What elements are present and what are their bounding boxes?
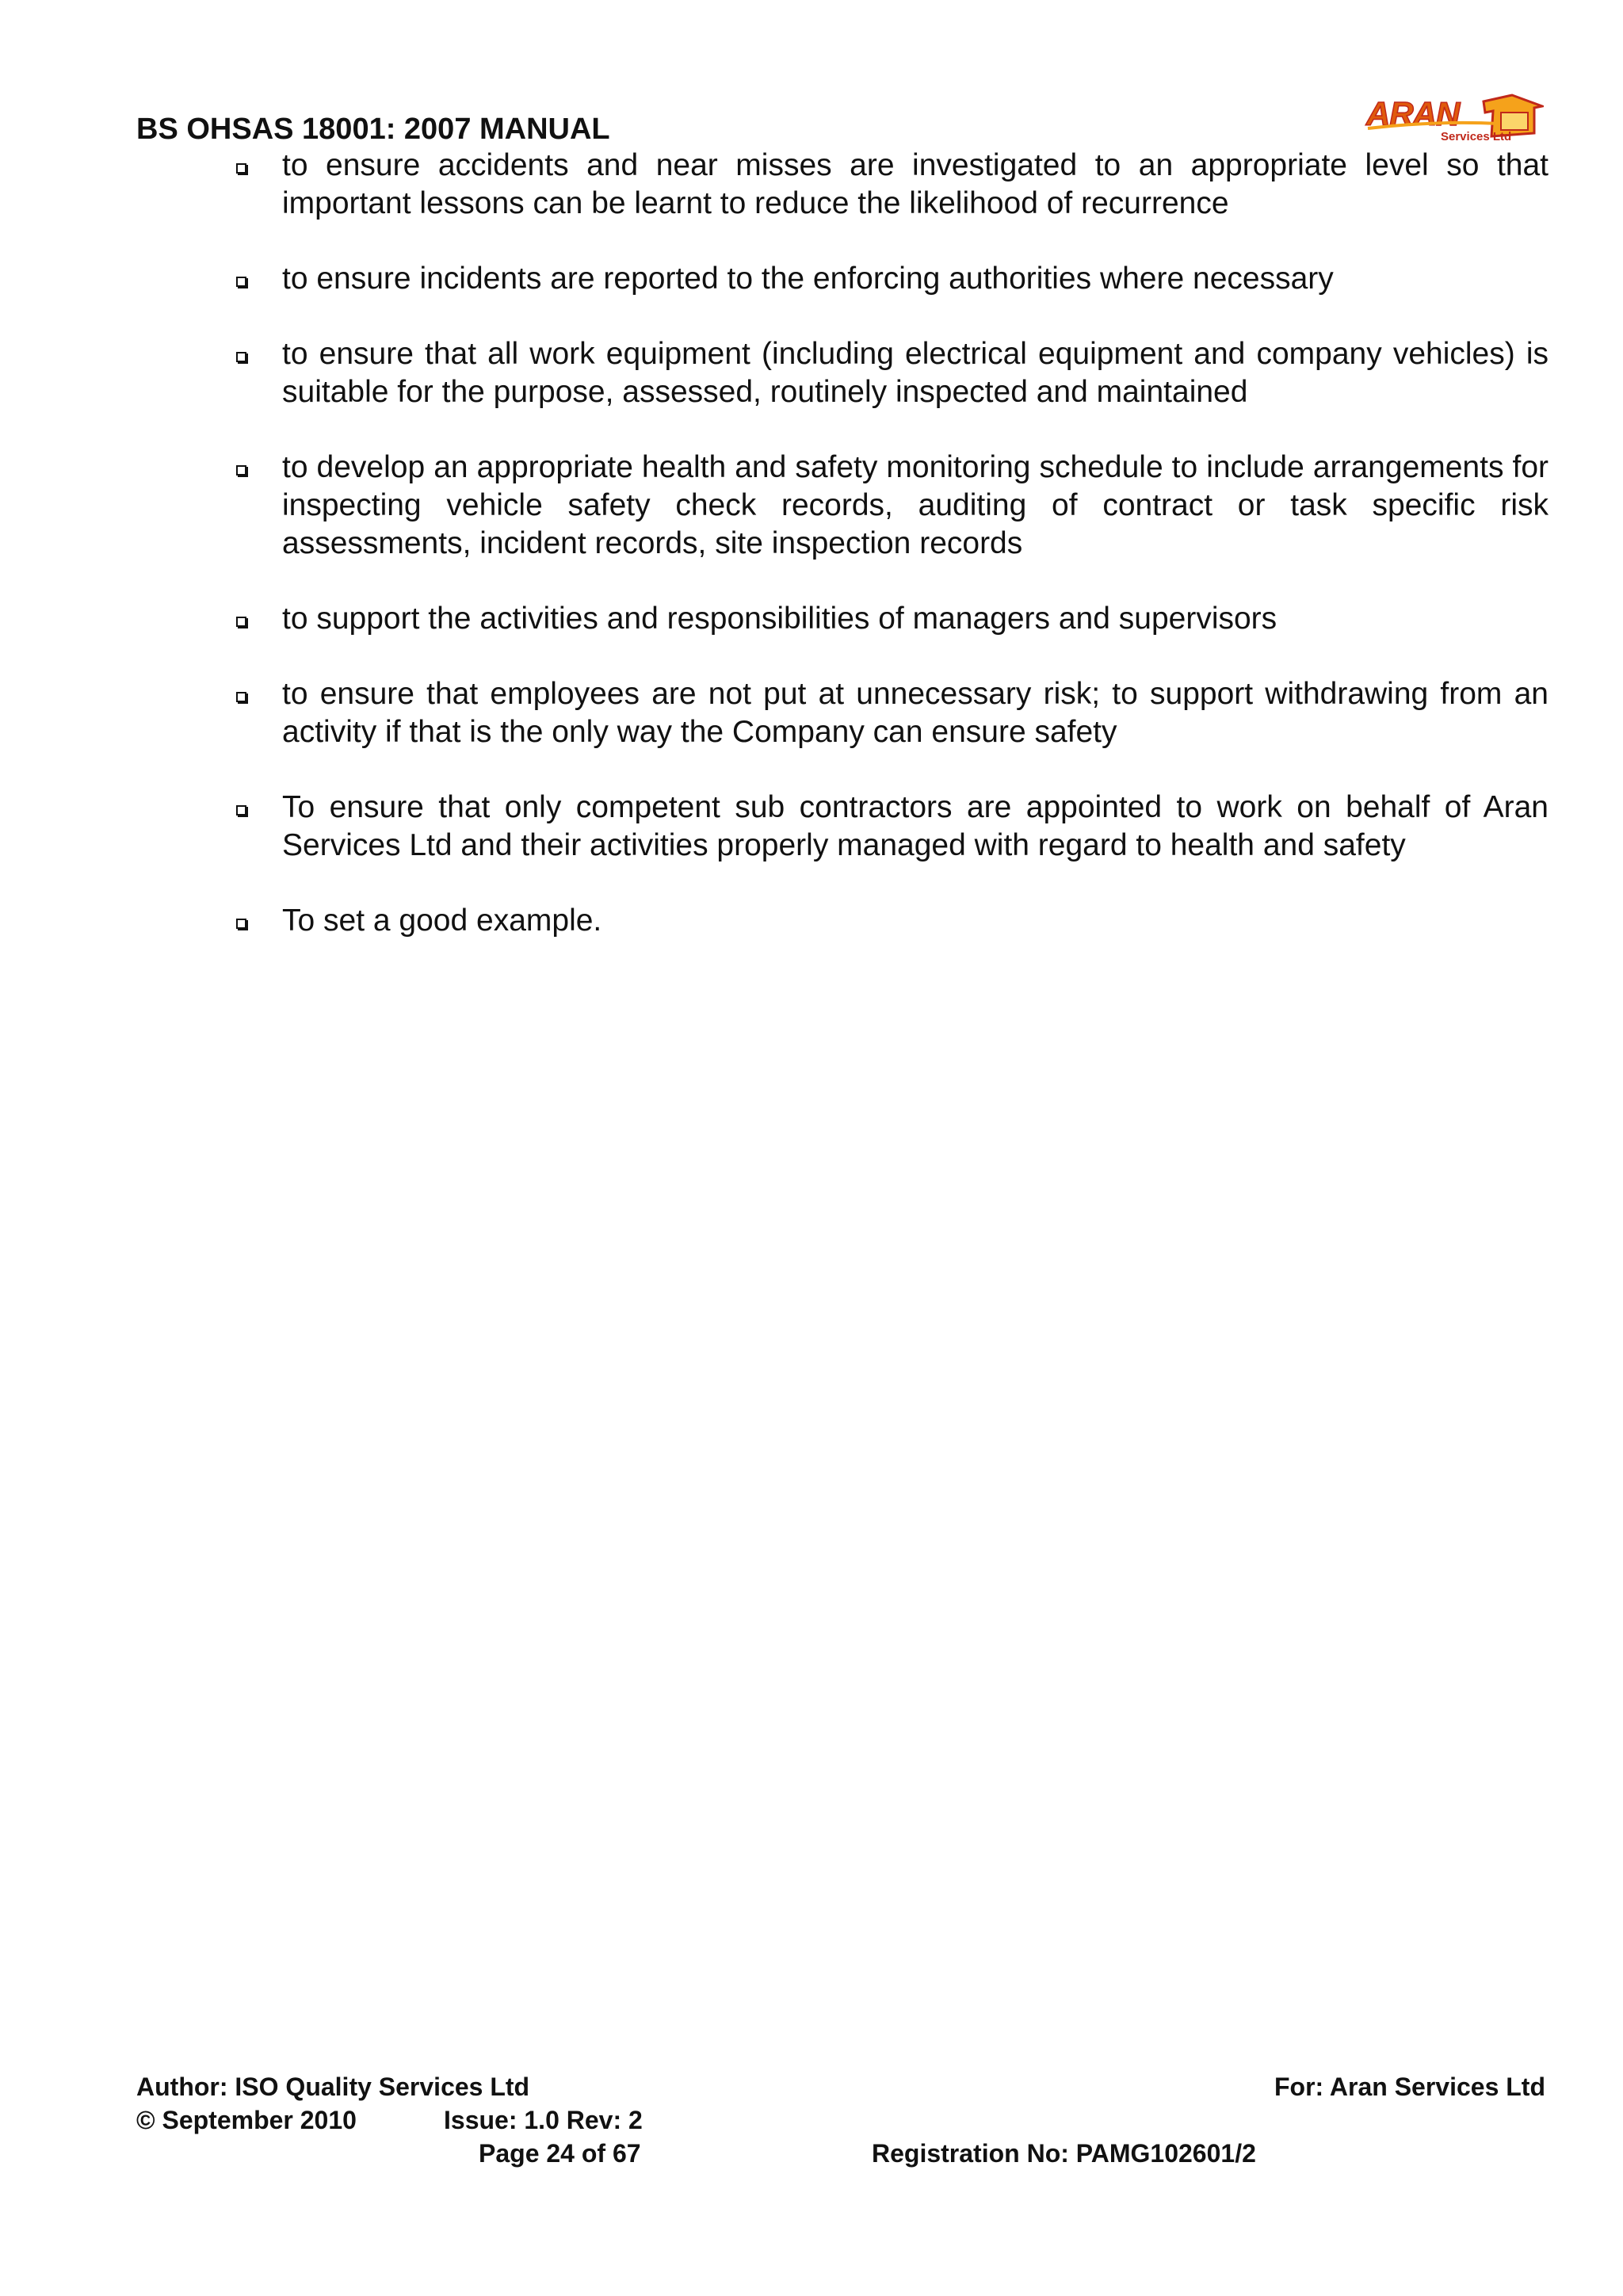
list-item — [233, 600, 1549, 638]
page-footer — [136, 2070, 1545, 2173]
list-item-text: to ensure that employees are not put at unnecessary risk; to support withdrawing from an activity if that is the only way the Company can ensure safety — [282, 677, 1549, 749]
logo-tagline-text: Services Ltd — [1441, 130, 1512, 143]
aran-services-logo — [1365, 94, 1544, 143]
list-item — [233, 449, 1549, 563]
checkbox-bullet-icon — [236, 277, 246, 287]
footer-page-number: Page 24 of 67 — [479, 2139, 641, 2168]
list-item-text: to ensure accidents and near misses are investigated to an appropriate level so that important lessons can be learnt to reduce the likelihood of recurrence — [282, 148, 1549, 220]
footer-client: For: Aran Services Ltd — [1274, 2073, 1545, 2101]
checkbox-bullet-icon — [236, 163, 246, 174]
list-item-text: To ensure that only competent sub contractors are appointed to work on behalf of Aran Services Ltd and their activities properly managed with regard to health and safety — [282, 790, 1549, 862]
list-item-text: to ensure incidents are reported to the enforcing authorities where necessary — [282, 262, 1334, 296]
list-item — [233, 789, 1549, 865]
list-item — [233, 902, 1549, 940]
logo-brand-text: ARAN — [1366, 95, 1460, 132]
list-item — [233, 147, 1549, 223]
list-item — [233, 675, 1549, 751]
footer-copyright: © September 2010 — [136, 2106, 357, 2134]
checkbox-bullet-icon — [236, 692, 246, 702]
list-item-text: To set a good example. — [282, 904, 602, 938]
list-item-text: to support the activities and responsibilities of managers and supervisors — [282, 602, 1277, 636]
checkbox-bullet-icon — [236, 919, 246, 929]
responsibilities-list — [233, 147, 1549, 977]
checkbox-bullet-icon — [236, 805, 246, 816]
list-item — [233, 335, 1549, 411]
checkbox-bullet-icon — [236, 352, 246, 362]
list-item-text: to ensure that all work equipment (including electrical equipment and company vehicles) is suitable for the purpose, assessed, routinely inspected and maintained — [282, 337, 1549, 409]
checkbox-bullet-icon — [236, 617, 246, 627]
list-item-text: to develop an appropriate health and safety monitoring schedule to include arrangements for inspecting vehicle safety check records, auditing of contract or task specific risk assessments, incident records, site inspection records — [282, 450, 1549, 560]
list-item — [233, 260, 1549, 298]
checkbox-bullet-icon — [236, 465, 246, 476]
footer-issue: Issue: 1.0 Rev: 2 — [444, 2106, 643, 2134]
footer-registration: Registration No: PAMG102601/2 — [872, 2139, 1256, 2168]
footer-author: Author: ISO Quality Services Ltd — [136, 2073, 530, 2101]
document-title: BS OHSAS 18001: 2007 MANUAL — [136, 113, 610, 146]
